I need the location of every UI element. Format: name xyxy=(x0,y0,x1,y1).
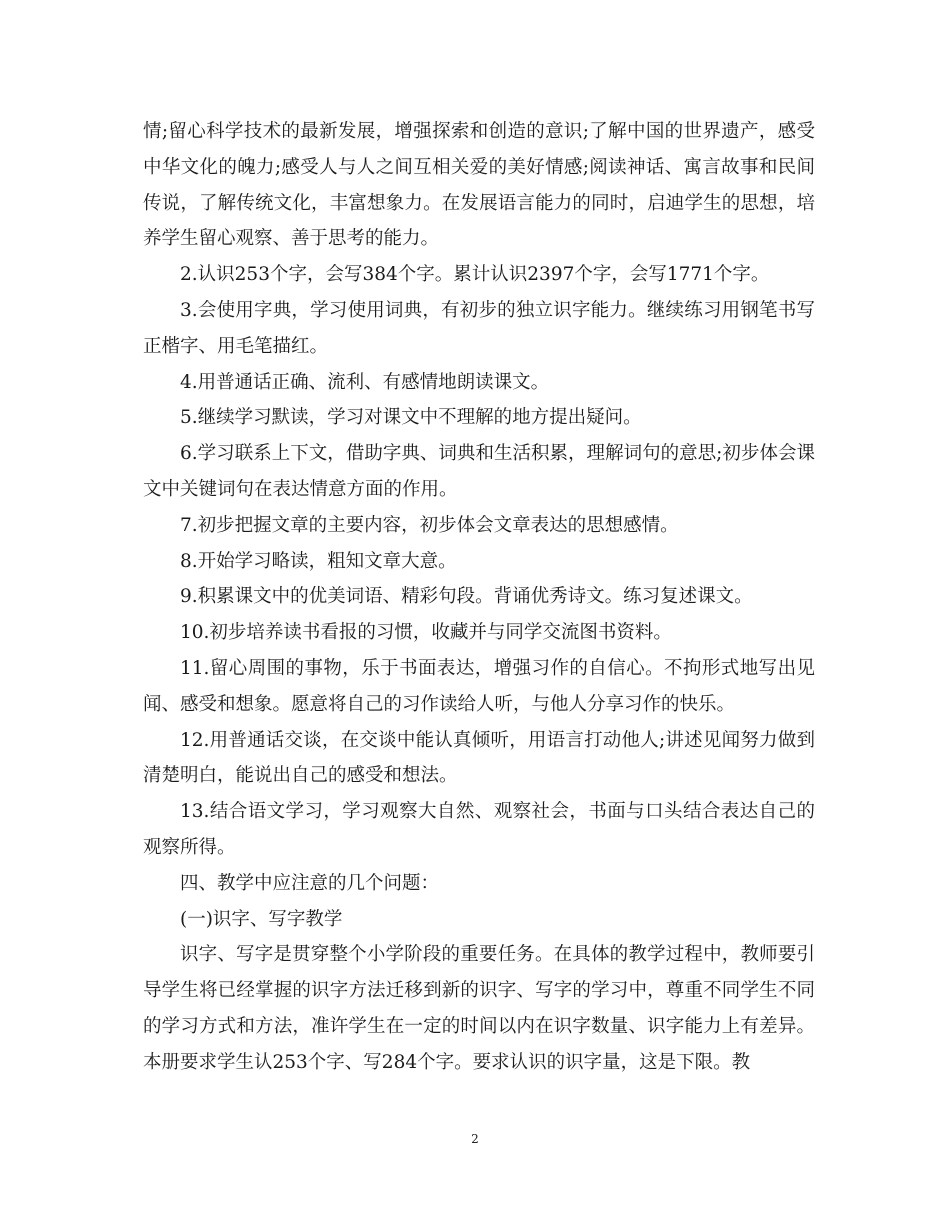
paragraph-item-13: 13.结合语文学习，学习观察大自然、观察社会，书面与口头结合表达自己的观察所得。 xyxy=(143,801,815,858)
subsection-heading: (一)识字、写字教学 xyxy=(180,908,343,930)
section-heading: 四、教学中应注意的几个问题： xyxy=(180,872,440,894)
paragraph-item-2: 2.认识253个字，会写384个字。累计认识2397个字，会写1771个字。 xyxy=(180,264,770,286)
paragraph-item-9: 9.积累课文中的优美词语、精彩句段。背诵优秀诗文。练习复述课文。 xyxy=(180,586,753,608)
paragraph-item-8: 8.开始学习略读，粗知文章大意。 xyxy=(180,550,457,572)
body-text xyxy=(143,114,815,1081)
paragraph-item-10: 10.初步培养读书看报的习惯，收藏并与同学交流图书资料。 xyxy=(180,622,672,644)
paragraph-item-7: 7.初步把握文章的主要内容，初步体会文章表达的思想感情。 xyxy=(180,514,679,536)
paragraph-item-3: 3.会使用字典，学习使用词典，有初步的独立识字能力。继续练习用钢笔书写正楷字、用毛笔描红。 xyxy=(143,299,815,357)
paragraph-continuation: 情;留心科学技术的最新发展，增强探索和创造的意识;了解中国的世界遗产，感受中华文化的魄力;感受人与人之间互相关爱的美好情感;阅读神话、寓言故事和民间传说，了解传统文化，丰富想象力。在发展语言能力的同时，启迪学生的思想，培养学生留心观察、善于思考的能力。 xyxy=(143,121,815,250)
paragraph-item-4: 4.用普通话正确、流利、有感情地朗读课文。 xyxy=(180,371,550,393)
paragraph-item-5: 5.继续学习默读，学习对课文中不理解的地方提出疑问。 xyxy=(180,407,642,429)
page-number: 2 xyxy=(471,1132,479,1146)
paragraph-item-6: 6.学习联系上下文，借助字典、词典和生活积累，理解词句的意思;初步体会课文中关键词句在表达情意方面的作用。 xyxy=(143,443,815,500)
paragraph-item-11: 11.留心周围的事物，乐于书面表达，增强习作的自信心。不拘形式地写出见闻、感受和想象。愿意将自己的习作读给人听，与他人分享习作的快乐。 xyxy=(143,657,815,715)
paragraph-literacy: 识字、写字是贯穿整个小学阶段的重要任务。在具体的教学过程中，教师要引导学生将已经掌握的识字方法迁移到新的识字、写字的学习中，尊重不同学生不同的学习方式和方法，准许学生在一定的时间以内在识字数量、识字能力上有差异。本册要求学生认253个字、写284个字。要求认识的识字量，这是下限。教 xyxy=(143,944,815,1073)
paragraph-item-12: 12.用普通话交谈，在交谈中能认真倾听，用语言打动他人;讲述见闻努力做到清楚明白，能说出自己的感受和想法。 xyxy=(143,729,815,787)
